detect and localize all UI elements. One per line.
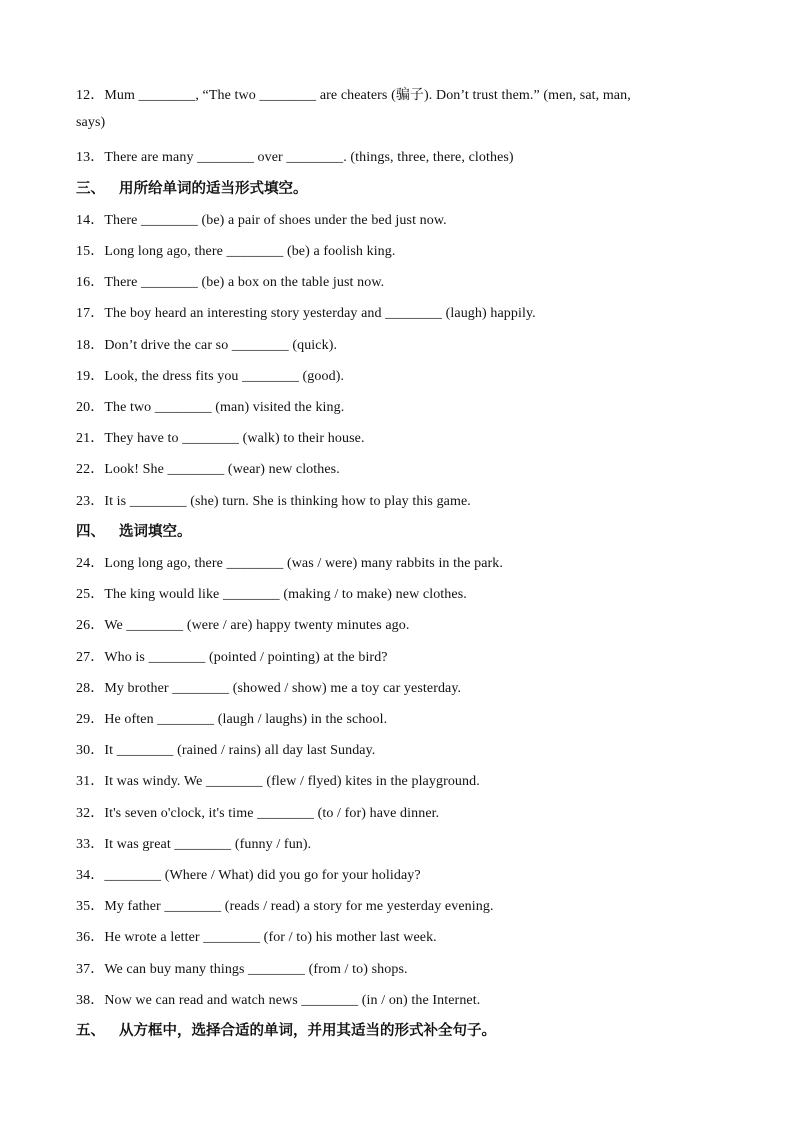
question-text: ________ (Where / What) did you go for your holiday? [104, 868, 421, 883]
question-number: 14． [76, 213, 105, 228]
question-number: 19． [76, 369, 105, 384]
question-number: 23． [76, 494, 105, 509]
question-text: The king would like ________ (making / to make) new clothes. [104, 587, 467, 602]
section-title: 用所给单词的适当形式填空。 [119, 181, 308, 197]
question-text: It's seven o'clock, it's time ________ (to / for) have dinner. [104, 806, 440, 821]
question-text: Look! She ________ (wear) new clothes. [104, 462, 340, 477]
question-number: 30． [76, 743, 105, 758]
question-number: 18． [76, 338, 105, 353]
section-number: 五、 [76, 1023, 105, 1039]
question-text: Don’t drive the car so ________ (quick). [104, 338, 338, 353]
question-number: 26． [76, 618, 105, 633]
question-line [76, 677, 461, 697]
question-text: He wrote a letter ________ (for / to) his mother last week. [104, 930, 437, 945]
question-line [76, 926, 437, 946]
section-heading [76, 1019, 496, 1040]
question-line [76, 365, 344, 385]
section-heading [76, 177, 308, 198]
question-number: 35． [76, 899, 105, 914]
question-line [76, 490, 471, 510]
question-text: He often ________ (laugh / laughs) in the school. [104, 712, 388, 727]
question-text: My father ________ (reads / read) a story for me yesterday evening. [104, 899, 494, 914]
question-line [76, 739, 375, 759]
question-line [76, 583, 467, 603]
question-text: They have to ________ (walk) to their house. [104, 431, 365, 446]
question-line [76, 302, 536, 322]
question-line [76, 708, 387, 728]
question-line [76, 146, 514, 166]
question-number: 37． [76, 962, 105, 977]
question-number: 15． [76, 244, 105, 259]
question-continuation: says) [76, 115, 106, 130]
question-number: 36． [76, 930, 105, 945]
question-number: 34． [76, 868, 105, 883]
question-line [76, 209, 447, 229]
question-number: 29． [76, 712, 105, 727]
question-number: 12． [76, 88, 105, 103]
question-line [76, 958, 408, 978]
question-line [76, 334, 337, 354]
question-number: 28． [76, 681, 105, 696]
question-number: 21． [76, 431, 105, 446]
question-line [76, 646, 388, 666]
question-text: It was great ________ (funny / fun). [104, 837, 312, 852]
question-text: We can buy many things ________ (from / to) shops. [104, 962, 408, 977]
question-text: My brother ________ (showed / show) me a toy car yesterday. [104, 681, 462, 696]
question-line [76, 614, 410, 634]
question-number: 31． [76, 774, 105, 789]
question-text: Now we can read and watch news ________ (in / on) the Internet. [104, 993, 481, 1008]
question-number: 20． [76, 400, 105, 415]
section-title: 从方框中，选择合适的单词，并用其适当的形式补全句子。 [119, 1023, 496, 1039]
question-text: There ________ (be) a pair of shoes under the bed just now. [104, 213, 447, 228]
question-line [76, 271, 384, 291]
section-number: 四、 [76, 524, 105, 540]
question-text: It ________ (rained / rains) all day last Sunday. [104, 743, 376, 758]
section-number: 三、 [76, 181, 105, 197]
question-number: 22． [76, 462, 105, 477]
question-number: 16． [76, 275, 105, 290]
question-line [76, 552, 503, 572]
question-number: 13． [76, 150, 105, 165]
question-text: The boy heard an interesting story yesterday and ________ (laugh) happily. [104, 306, 536, 321]
question-line [76, 458, 340, 478]
question-line [76, 770, 480, 790]
section-title: 选词填空。 [119, 524, 192, 540]
question-number: 38． [76, 993, 105, 1008]
question-line [76, 802, 439, 822]
question-line [76, 240, 395, 260]
section-heading [76, 520, 192, 541]
question-line [76, 895, 494, 915]
question-line [76, 427, 365, 447]
question-text: It was windy. We ________ (flew / flyed) kites in the playground. [104, 774, 480, 789]
question-number: 24． [76, 556, 105, 571]
question-text: Long long ago, there ________ (be) a foolish king. [104, 244, 396, 259]
question-number: 33． [76, 837, 105, 852]
question-text: Mum ________, “The two ________ are cheaters (骗子). Don’t trust them.” (men, sat, man, [104, 88, 631, 103]
question-text: Long long ago, there ________ (was / were) many rabbits in the park. [104, 556, 504, 571]
question-line [76, 833, 311, 853]
question-number: 27． [76, 650, 105, 665]
question-text: There are many ________ over ________. (things, three, there, clothes) [104, 150, 514, 165]
question-text: There ________ (be) a box on the table just now. [104, 275, 385, 290]
question-number: 17． [76, 306, 105, 321]
question-line [76, 864, 421, 884]
question-line [76, 396, 344, 416]
question-text: We ________ (were / are) happy twenty minutes ago. [104, 618, 410, 633]
question-number: 25． [76, 587, 105, 602]
question-number: 32． [76, 806, 105, 821]
question-text: Who is ________ (pointed / pointing) at the bird? [104, 650, 388, 665]
question-text: The two ________ (man) visited the king. [104, 400, 345, 415]
question-text: It is ________ (she) turn. She is thinking how to play this game. [104, 494, 471, 509]
question-text: Look, the dress fits you ________ (good). [104, 369, 345, 384]
question-line [76, 989, 480, 1009]
question-line [76, 84, 631, 104]
